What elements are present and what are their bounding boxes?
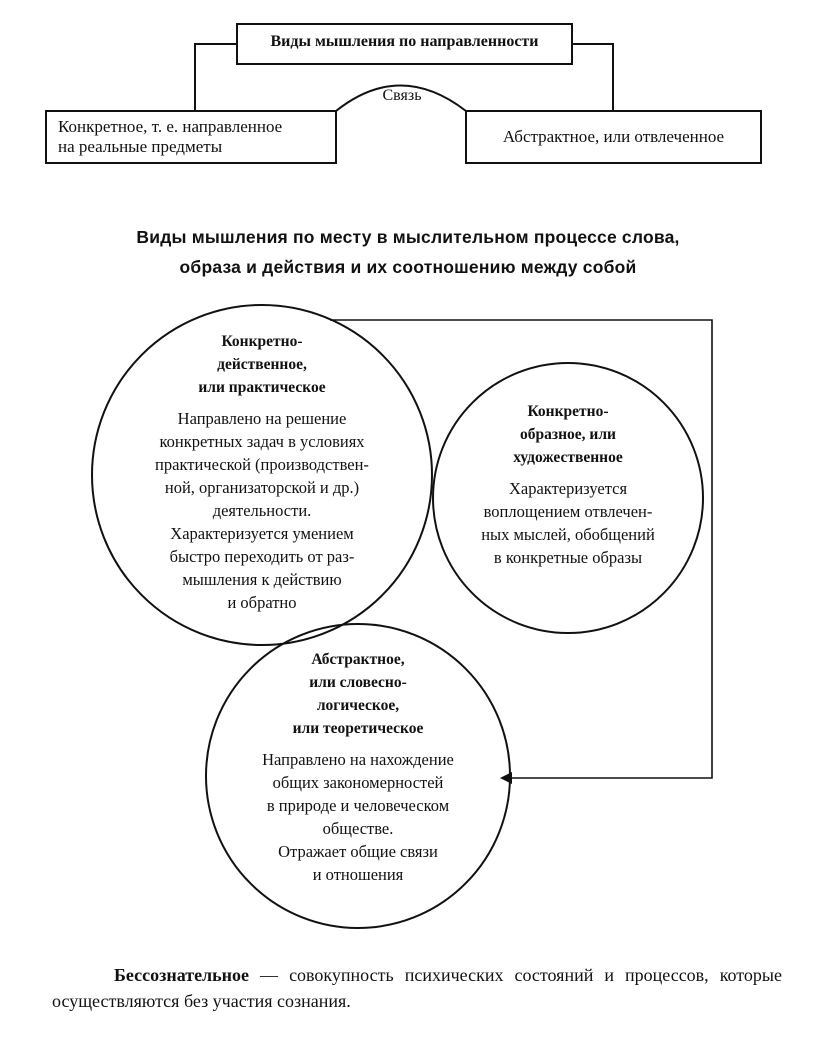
section-heading: Виды мышления по месту в мыслительном процессе слова, образа и действия и их соотношению между собой	[136, 227, 680, 277]
definition-text: — совокупность психических состояний и процессов, которые осуществляются без участия сознания.	[52, 965, 782, 1011]
definition-term: Бессознательное	[114, 965, 250, 985]
direction-title: Виды мышления по направленности	[270, 33, 539, 50]
circle-abstract-body: Направлено на нахождение общих закономерностей в природе и человеческом обществе. Отражает общие связи и отношения	[262, 750, 454, 884]
connector-right	[572, 44, 613, 110]
connector-left	[195, 44, 237, 110]
circle-practical	[115, 330, 409, 614]
definition-paragraph	[52, 962, 782, 1014]
circle-abstract	[218, 648, 498, 886]
circle-figurative-body: Характеризуется воплощением отвлечен- ных мыслей, обобщений в конкретные образы	[481, 479, 655, 567]
circle-abstract-title: Абстрактное, или словесно- логическое, или теоретическое	[292, 651, 424, 737]
link-label: Связь	[382, 87, 422, 104]
circle-figurative	[446, 400, 690, 569]
circle-figurative-title: Конкретно- образное, или художественное	[513, 403, 623, 466]
concrete-box-label: Конкретное, т. е. направленное на реальные предметы	[58, 117, 283, 156]
circle-practical-body: Направлено на решение конкретных задач в условиях практической (производствен- ной, организаторской и др.) деятельности. Характеризуется умением быстро переходить от раз- мышления к действию и обратно	[155, 409, 369, 612]
abstract-box-label: Абстрактное, или отвлеченное	[502, 127, 725, 146]
circle-practical-title: Конкретно- действенное, или практическое	[198, 333, 326, 396]
